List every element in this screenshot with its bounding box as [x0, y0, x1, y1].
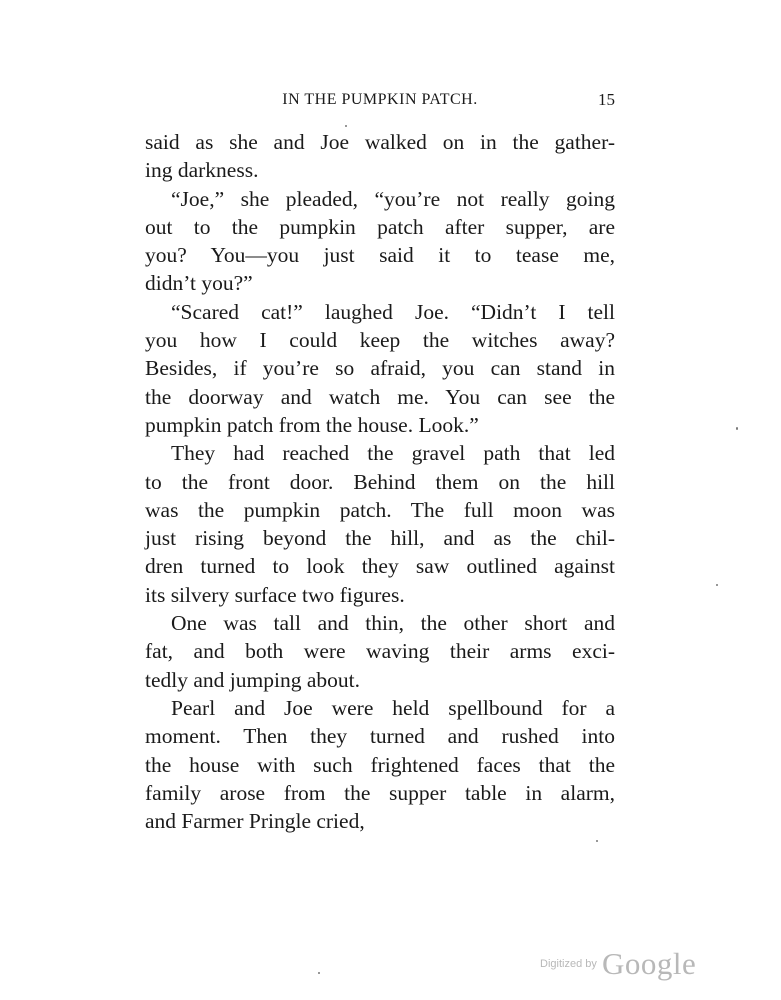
text-line: the house with such frightened faces that the — [145, 752, 615, 777]
text-line: family arose from the supper table in alarm, — [145, 780, 615, 805]
text-line: One was tall and thin, the other short and — [171, 611, 615, 636]
text-line: you how I could keep the witches away? — [145, 328, 615, 353]
text-line: the doorway and watch me. You can see the — [145, 384, 615, 409]
text-line: “Joe,” she pleaded, “you’re not really going — [171, 186, 615, 211]
text-line: and Farmer Pringle cried, — [145, 809, 365, 834]
text-line: Pearl and Joe were held spellbound for a — [171, 695, 615, 720]
body-text — [145, 128, 615, 835]
text-line: out to the pumpkin patch after supper, are — [145, 214, 615, 239]
page-number: 15 — [598, 90, 615, 109]
scan-speck — [736, 427, 738, 430]
text-line: dren turned to look they saw outlined against — [145, 554, 615, 579]
scan-speck — [716, 584, 718, 586]
text-line: “Scared cat!” laughed Joe. “Didn’t I tell — [171, 299, 615, 324]
text-line: fat, and both were waving their arms exci- — [145, 639, 615, 664]
text-line: They had reached the gravel path that led — [171, 441, 615, 466]
running-head — [145, 88, 615, 112]
watermark-brand: Google — [601, 946, 697, 981]
text-line: you? You—you just said it to tease me, — [145, 243, 615, 268]
watermark-prefix: Digitized by — [540, 958, 597, 970]
running-title: IN THE PUMPKIN PATCH. — [282, 91, 478, 108]
scan-speck — [596, 840, 598, 842]
scan-speck — [318, 972, 320, 974]
text-line: said as she and Joe walked on in the gather- — [145, 130, 615, 154]
text-line: its silvery surface two figures. — [145, 582, 405, 607]
text-line: pumpkin patch from the house. Look.” — [145, 412, 479, 437]
text-line: Besides, if you’re so afraid, you can stand in — [145, 356, 615, 381]
text-line: didn’t you?” — [145, 271, 253, 296]
text-line: tedly and jumping about. — [145, 667, 360, 692]
scan-speck — [345, 125, 347, 127]
text-line: ing darkness. — [145, 158, 259, 183]
text-line: to the front door. Behind them on the hill — [145, 469, 615, 494]
text-line: moment. Then they turned and rushed into — [145, 724, 615, 749]
text-line: was the pumpkin patch. The full moon was — [145, 497, 615, 522]
text-line: just rising beyond the hill, and as the chil- — [145, 526, 615, 551]
digitized-watermark — [540, 946, 710, 986]
